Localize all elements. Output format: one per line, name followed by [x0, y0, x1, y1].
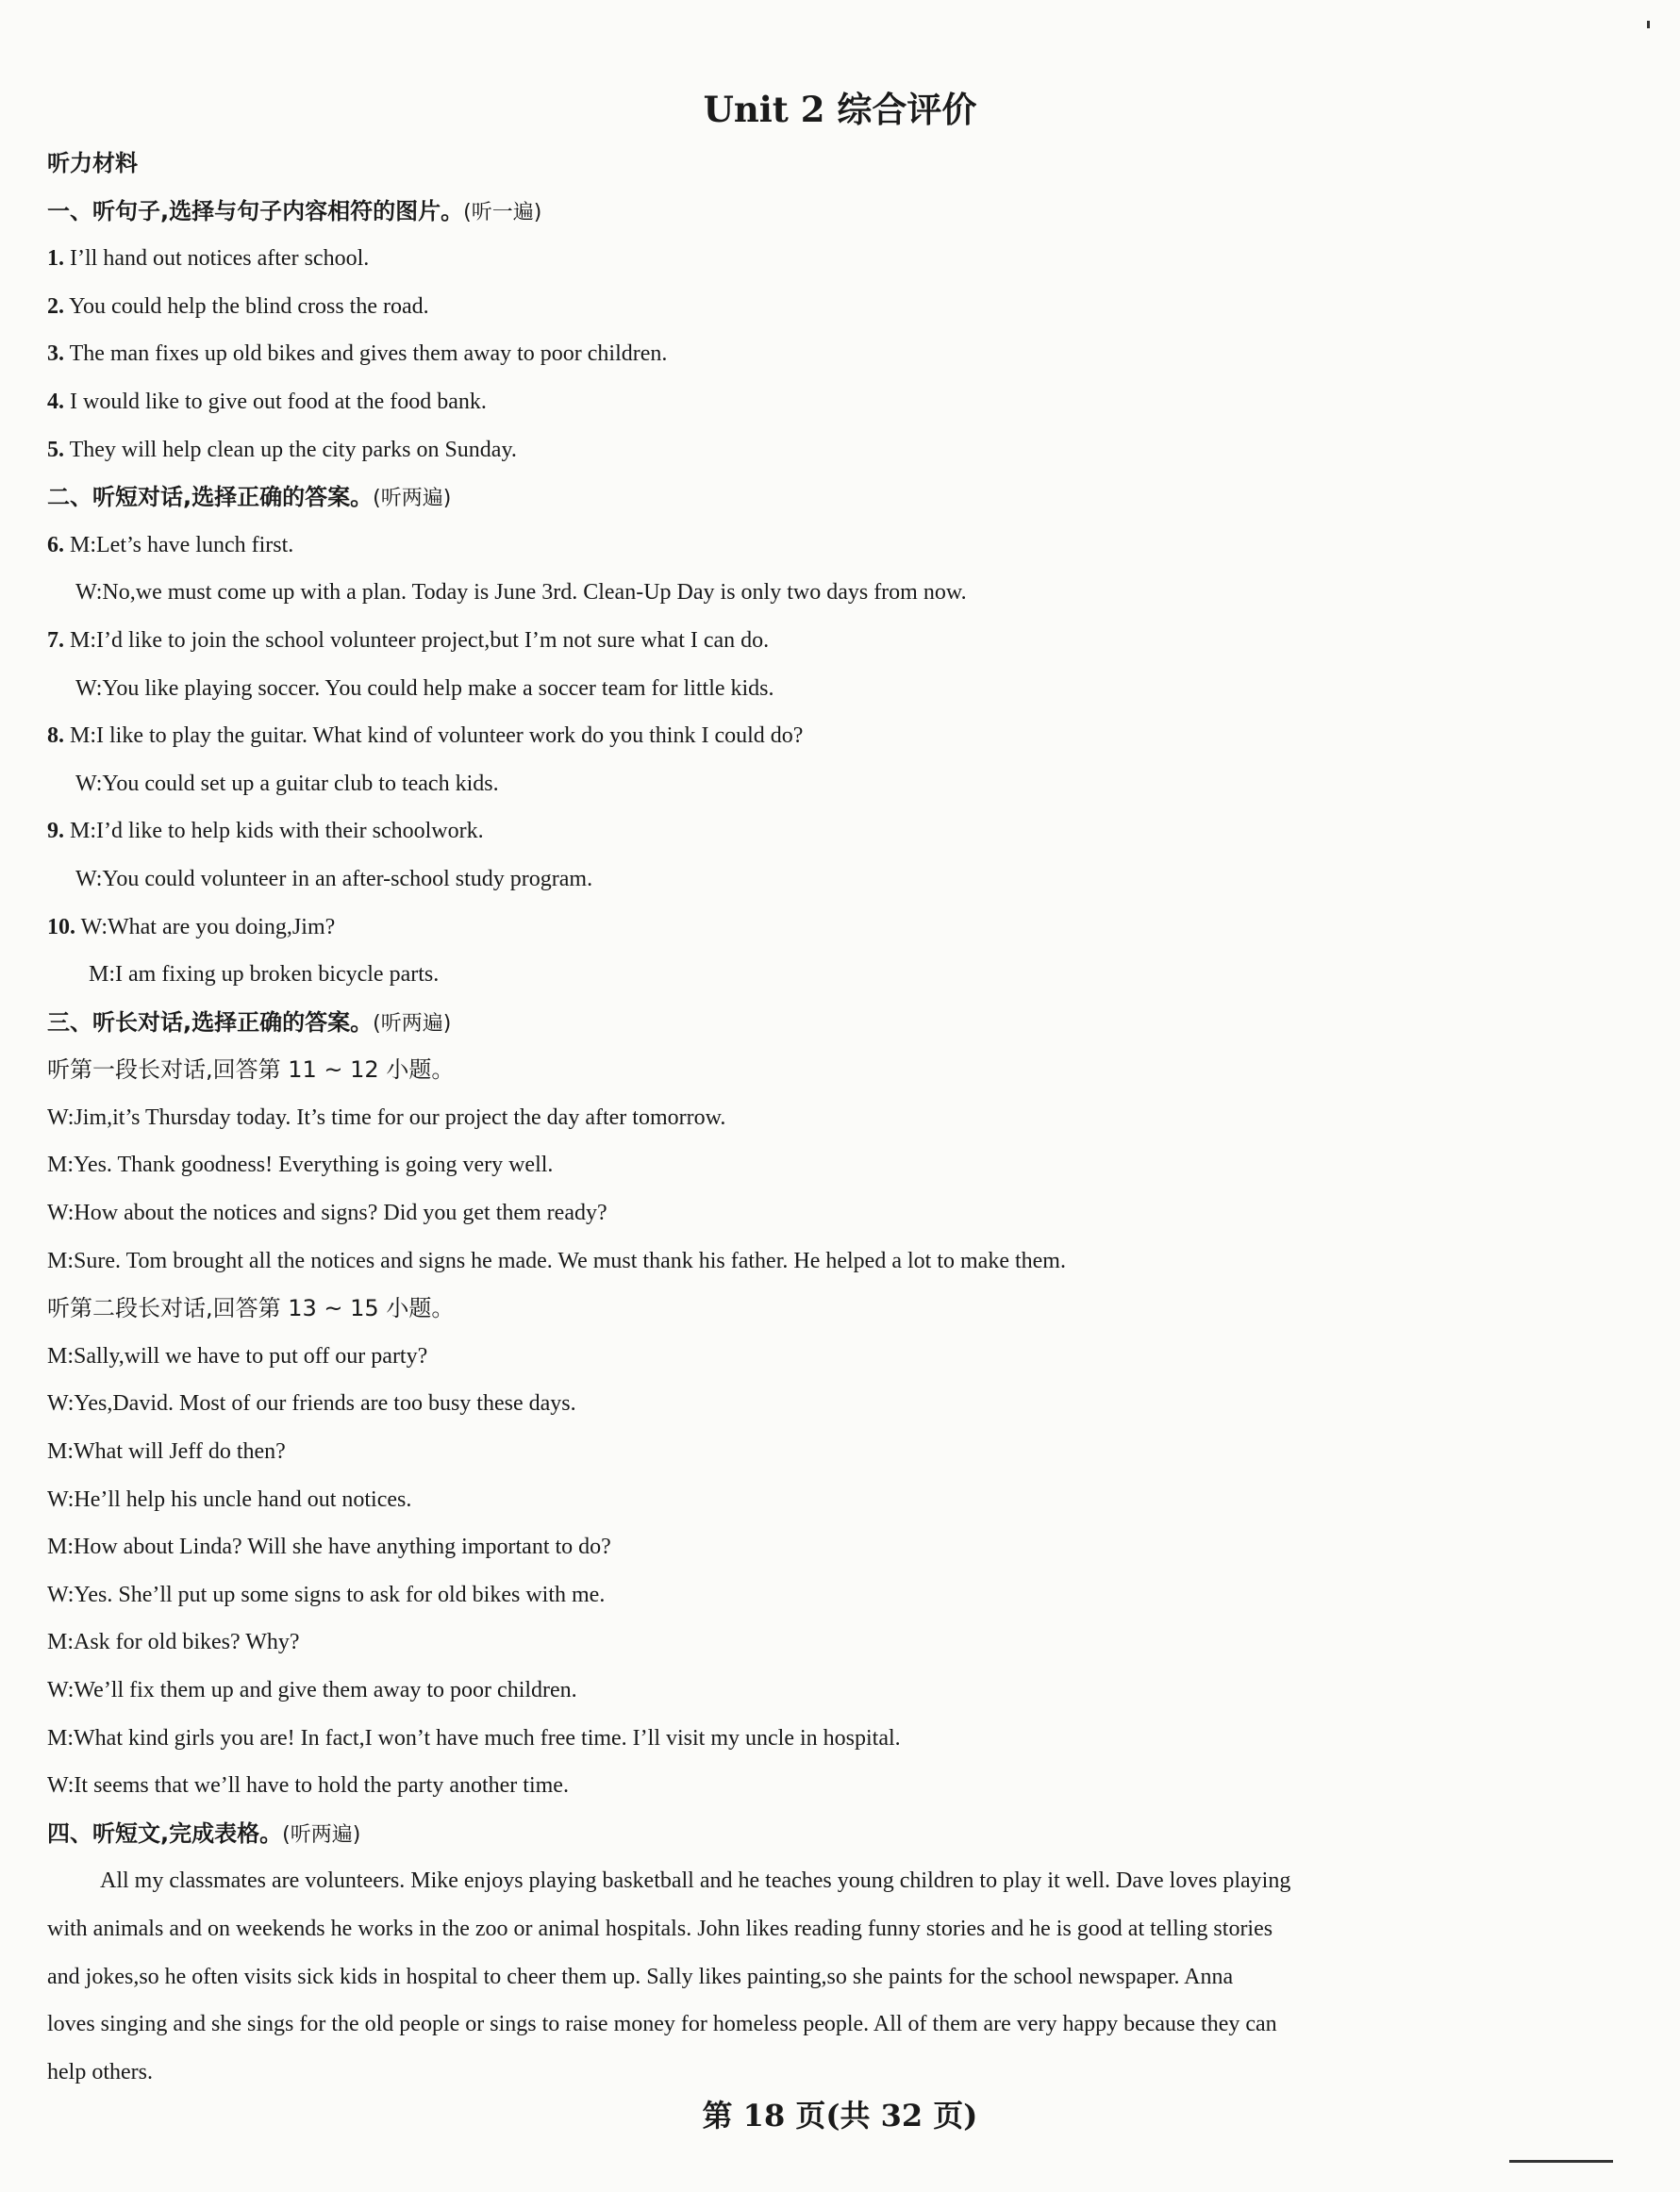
- dialog1-intro: 听第一段长对话,回答第 11 ~ 12 小题。: [47, 1056, 455, 1084]
- dialog-text: W:You like playing soccer. You could help make a soccer team for little kids.: [75, 675, 774, 701]
- part3-heading-text: 三、听长对话,选择正确的答案。: [47, 1008, 374, 1036]
- page-title: Unit 2 综合评价: [703, 89, 977, 130]
- item-number: 6.: [47, 532, 64, 557]
- part4-heading-text: 四、听短文,完成表格。: [47, 1819, 283, 1847]
- dialog-line: [47, 855, 1519, 904]
- dialog-line: M:What will Jeff do then?: [47, 1439, 286, 1465]
- part4-heading: [47, 1810, 1519, 1858]
- item-number: 1.: [47, 246, 64, 272]
- dialog-line: [47, 712, 1519, 760]
- dialog-line: [47, 617, 1519, 665]
- passage-line: and jokes,so he often visits sick kids in hospital to cheer them up. Sally likes painting,so she paints for the school newspaper. Anna: [47, 1964, 1234, 1989]
- dialog-line: [47, 951, 1519, 999]
- item-text: I’ll hand out notices after school.: [64, 246, 370, 272]
- item-number: 4.: [47, 389, 64, 414]
- dialog-line: M:Yes. Thank goodness! Everything is going very well.: [47, 1153, 554, 1178]
- section-label-text: 听力材料: [47, 150, 138, 176]
- dialog-line: [47, 522, 1519, 570]
- dialog-text: M:I’d like to join the school volunteer project,but I’m not sure what I can do.: [64, 627, 770, 653]
- part1-note: (听一遍): [463, 200, 542, 224]
- dialog2-intro: 听第二段长对话,回答第 13 ~ 15 小题。: [47, 1295, 455, 1322]
- dialog-text: M:Let’s have lunch first.: [64, 532, 294, 557]
- part4-note: (听两遍): [282, 1822, 361, 1847]
- dialog-line: W:We’ll fix them up and give them away to poor children.: [47, 1678, 577, 1702]
- corner-mark: [1647, 21, 1650, 28]
- passage-line: with animals and on weekends he works in the zoo or animal hospitals. John likes reading funny stories and he is good at telling stories: [47, 1916, 1273, 1941]
- list-item: [47, 378, 1519, 426]
- item-number: 10.: [47, 914, 75, 939]
- item-number: 7.: [47, 627, 64, 653]
- section-label: [47, 140, 1519, 188]
- part1-heading-text: 一、听句子,选择与句子内容相符的图片。: [47, 197, 464, 224]
- passage-line: help others.: [47, 2059, 153, 2084]
- list-item: [47, 283, 1519, 331]
- dialog-text: M:I’d like to help kids with their schoolwork.: [64, 819, 484, 844]
- item-text: They will help clean up the city parks on Sunday.: [64, 437, 517, 462]
- item-text: I would like to give out food at the food bank.: [64, 389, 487, 414]
- dialog-line: M:Ask for old bikes? Why?: [47, 1630, 300, 1655]
- part1-heading: [47, 188, 1519, 236]
- dialog-line: W:Yes,David. Most of our friends are too busy these days.: [47, 1391, 576, 1417]
- dialog-line: W:How about the notices and signs? Did you get them ready?: [47, 1201, 607, 1226]
- item-text: You could help the blind cross the road.: [64, 293, 429, 319]
- dialog-line: [47, 807, 1519, 855]
- passage-line: All my classmates are volunteers. Mike enjoys playing basketball and he teaches young children to play it well. Dave loves playing: [100, 1868, 1291, 1894]
- part3-heading: [47, 999, 1519, 1047]
- list-item: [47, 426, 1519, 474]
- dialog-line: W:Yes. She’ll put up some signs to ask for old bikes with me.: [47, 1582, 606, 1607]
- dialog-line: M:What kind girls you are! In fact,I won’t have much free time. I’ll visit my uncle in hospital.: [47, 1725, 901, 1751]
- item-text: The man fixes up old bikes and gives them away to poor children.: [64, 341, 668, 367]
- dialog-line: [47, 760, 1519, 808]
- dialog-line: M:Sure. Tom brought all the notices and signs he made. We must thank his father. He helped a lot to make them.: [47, 1248, 1066, 1273]
- dialog-line: W:It seems that we’ll have to hold the party another time.: [47, 1773, 569, 1799]
- page-footer: 第 18 页(共 32 页): [702, 2098, 978, 2134]
- dialog-line: W:Jim,it’s Thursday today. It’s time for our project the day after tomorrow.: [47, 1104, 726, 1130]
- dialog-line: [47, 665, 1519, 713]
- list-item: [47, 330, 1519, 378]
- dialog-text: M:I am fixing up broken bicycle parts.: [89, 962, 440, 988]
- corner-rule: [1509, 2160, 1613, 2163]
- passage-line: loves singing and she sings for the old people or sings to raise money for homeless people. All of them are very happy because they can: [47, 2012, 1277, 2037]
- item-number: 8.: [47, 723, 64, 749]
- item-number: 5.: [47, 437, 64, 462]
- dialog-text: W:You could set up a guitar club to teach kids.: [75, 771, 499, 796]
- dialog-text: W:No,we must come up with a plan. Today is June 3rd. Clean-Up Day is only two days from now.: [75, 580, 967, 606]
- item-number: 9.: [47, 819, 64, 844]
- dialog-text: M:I like to play the guitar. What kind of volunteer work do you think I could do?: [64, 723, 804, 749]
- part2-heading-text: 二、听短对话,选择正确的答案。: [47, 484, 374, 511]
- item-number: 2.: [47, 293, 64, 319]
- item-number: 3.: [47, 341, 64, 367]
- dialog-line: [47, 904, 1519, 952]
- dialog-line: W:He’ll help his uncle hand out notices.: [47, 1486, 412, 1512]
- dialog-line: [47, 569, 1519, 617]
- list-item: [47, 235, 1519, 283]
- part2-heading: [47, 473, 1519, 522]
- listening-material: [47, 140, 1519, 2096]
- part2-note: (听两遍): [373, 487, 452, 511]
- dialog-text: W:You could volunteer in an after-school study program.: [75, 866, 593, 891]
- part3-note: (听两遍): [373, 1011, 452, 1036]
- dialog-line: M:Sally,will we have to put off our party?: [47, 1343, 428, 1369]
- dialog-text: W:What are you doing,Jim?: [75, 914, 336, 939]
- dialog-line: M:How about Linda? Will she have anything important to do?: [47, 1535, 611, 1560]
